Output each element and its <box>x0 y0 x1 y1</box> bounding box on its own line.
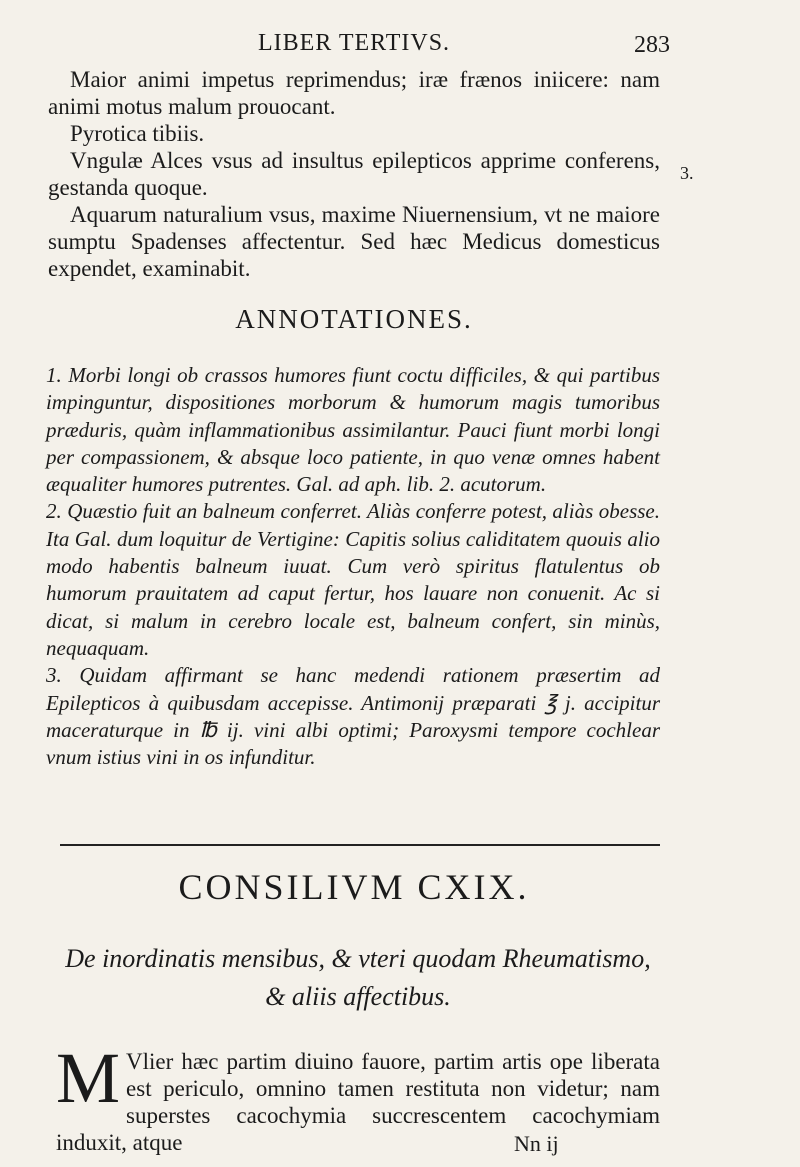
signature-mark: Nn ij <box>514 1131 559 1156</box>
intro-paragraph-4: Aquarum naturalium vsus, maxime Niuernensium, vt ne maiore sumptu Spadenses affectentur. Sed hæc Medicus domesticus expendet, examinabit. <box>48 202 660 281</box>
annotationes-heading: ANNOTATIONES. <box>235 304 473 334</box>
intro-paragraph-2: Pyrotica tibiis. <box>70 121 205 146</box>
intro-paragraph-3: Vngulæ Alces vsus ad insultus epilepticos apprime conferens, gestanda quoque. <box>48 148 660 200</box>
intro-paragraph-1: Maior animi impetus reprimendus; iræ frænos iniicere: nam animi motus malum prouocant. <box>48 67 660 119</box>
running-title: LIBER TERTIVS. <box>257 30 451 56</box>
annotation-2: 2. Quæstio fuit an balneum conferret. Aliàs conferre potest, aliàs obesse. Ita Gal. dum loquitur de Vertigine: Capitis solius caliditatem quouis alio modo habentis balneum iuuat. Cum verò spiritus flatulentus ob humorum prauitatem ad caput fertur, hos lauare non conuenit. Ac si dicat, si malum in cerebro locale est, balneum confert, sin minùs, nequaquam. <box>46 499 660 660</box>
annotations-list <box>46 362 660 771</box>
margin-note: 3. <box>680 163 694 183</box>
consilium-body <box>56 1038 660 1156</box>
page-header <box>48 30 670 64</box>
annotation-1: 1. Morbi longi ob crassos humores fiunt coctu difficiles, & qui partibus impinguntur, dispositiones morborum & humorum magis tumoribus præduris, quàm inflammationibus assimilantur. Pauci fiunt morbi longi per compassionem, & absque loco patiente, in quo venæ omnes habent æqualiter humores putrentes. Gal. ad aph. lib. 2. acutorum. <box>46 363 660 497</box>
intro-text <box>48 66 660 282</box>
section-divider <box>60 844 660 846</box>
page-number: 283 <box>634 32 670 58</box>
consilium-subtitle: De inordinatis mensibus, & vteri quodam Rheumatismo, & aliis affectibus. <box>65 944 651 1011</box>
consilium-title: CONSILIVM CXIX. <box>178 867 530 907</box>
body-paragraph: Vlier hæc partim diuino fauore, partim artis ope liberata est periculo, omnino tamen restituta non videtur; nam superstes cacochymia succrescentem cacochymiam induxit, atque <box>56 1049 660 1155</box>
drop-cap: M <box>56 1038 121 1118</box>
annotation-3: 3. Quidam affirmant se hanc medendi rationem præsertim ad Epilepticos à quibusdam accepisse. Antimonij præparati ℥ j. accipitur maceraturque in ℔ ij. vini albi optimi; Paroxysmi tempore cochlear vnum istius vini in os infunditur. <box>46 663 660 770</box>
